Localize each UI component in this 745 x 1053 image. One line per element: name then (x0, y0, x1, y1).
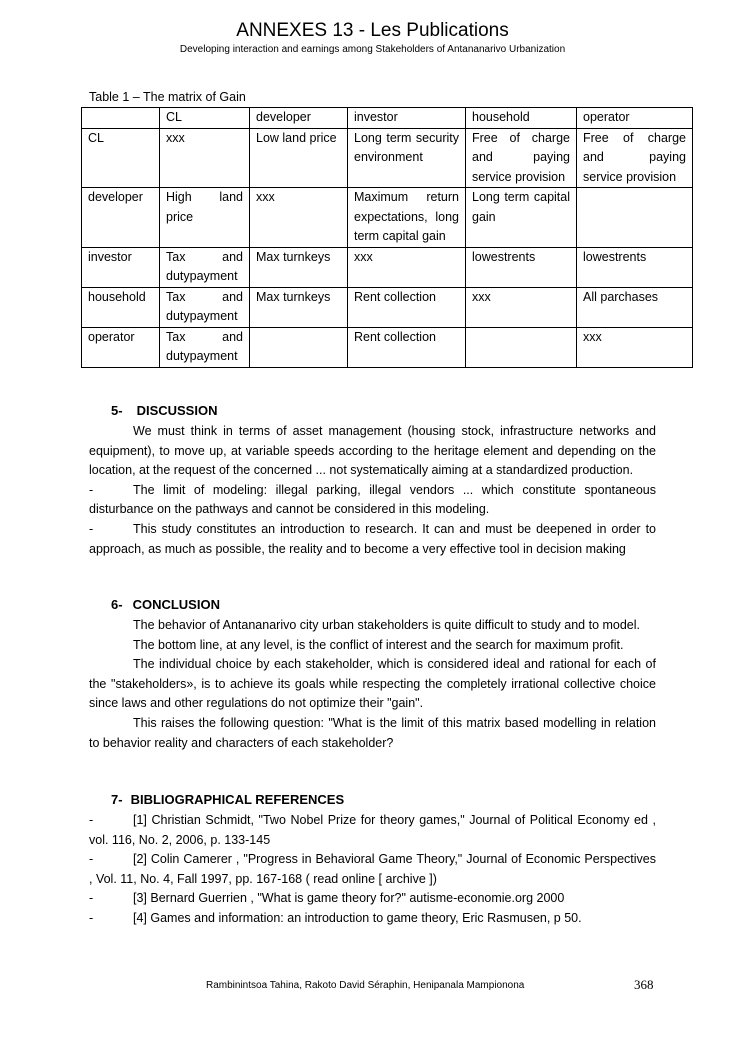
table-cell: Free of charge and paying service provision (577, 128, 693, 188)
table-cell: Low land price (250, 128, 348, 188)
table-cell (577, 188, 693, 248)
references-list (89, 811, 656, 929)
bullet-dash: - (89, 852, 94, 867)
bullet-dash: - (89, 910, 94, 925)
table-header-cell (82, 108, 160, 129)
reference-text: [2] Colin Camerer , "Progress in Behavioral Game Theory," Journal of Economic Perspectives , Vol. 11, No. 4, Fall 1997, pp. 167-168 ( read online [ archive ]) (89, 852, 656, 886)
table-cell: Rent collection (348, 327, 466, 367)
reference-item (89, 850, 656, 889)
table-cell: xxx (577, 327, 693, 367)
table-cell: xxx (348, 247, 466, 287)
bullet-dash: - (89, 482, 94, 497)
table-cell: Tax and dutypayment (160, 327, 250, 367)
table-row (82, 247, 693, 287)
table-cell (250, 327, 348, 367)
page-title: ANNEXES 13 - Les Publications (236, 20, 509, 41)
reference-item (89, 889, 656, 909)
table-cell: Tax and dutypayment (160, 287, 250, 327)
table-header-row (82, 108, 693, 129)
section-heading-references (111, 792, 344, 807)
gain-matrix-table (81, 107, 693, 368)
table-cell: household (82, 287, 160, 327)
table-header-cell: household (466, 108, 577, 129)
section-number: 7- (111, 792, 123, 807)
reference-text: [4] Games and information: an introduction to game theory, Eric Rasmusen, p 50. (133, 910, 582, 925)
table-cell: xxx (466, 287, 577, 327)
table-header-cell: investor (348, 108, 466, 129)
section-title: DISCUSSION (136, 403, 218, 418)
table-cell: xxx (250, 188, 348, 248)
table-cell: Free of charge and paying service provision (466, 128, 577, 188)
table-caption: Table 1 – The matrix of Gain (89, 90, 246, 104)
paragraph: We must think in terms of asset management (housing stock, infrastructure networks and equipment), to move up, at variable speeds according to the heritage element and depending on the location, at the request of the concerned ... not systematically aiming at a standardized production. (89, 424, 656, 478)
table-cell (466, 327, 577, 367)
table-cell: lowestrents (577, 247, 693, 287)
reference-text: [3] Bernard Guerrien , "What is game theory for?" autisme-economie.org 2000 (133, 891, 565, 906)
table-cell: investor (82, 247, 160, 287)
page-subtitle: Developing interaction and earnings among Stakeholders of Antananarivo Urbanization (179, 44, 566, 55)
reference-text: [1] Christian Schmidt, "Two Nobel Prize for theory games," Journal of Political Economy ed , vol. 116, No. 2, 2006, p. 133-145 (89, 813, 656, 847)
footer-authors: Rambinintsoa Tahina, Rakoto David Séraphin, Henipanala Mampionona (206, 980, 525, 991)
paragraph: This raises the following question: "What is the limit of this matrix based modelling in relation to behavior reality and characters of each stakeholder? (89, 715, 656, 750)
page-number: 368 (634, 977, 654, 992)
table-header-cell: developer (250, 108, 348, 129)
table-cell: operator (82, 327, 160, 367)
table-cell: Tax and dutypayment (160, 247, 250, 287)
bullet-text: This study constitutes an introduction to research. It can and must be deepened in order to approach, as much as possible, the reality and to become a very effective tool in decision making (89, 521, 656, 556)
table-cell: All parchases (577, 287, 693, 327)
table-cell: Long term capital gain (466, 188, 577, 248)
table-header-cell: operator (577, 108, 693, 129)
table-cell: Max turnkeys (250, 247, 348, 287)
reference-item (89, 811, 656, 850)
table-cell: Max turnkeys (250, 287, 348, 327)
paragraph: The behavior of Antananarivo city urban stakeholders is quite difficult to study and to model. (133, 618, 641, 632)
reference-item (89, 909, 656, 929)
bullet-dash: - (89, 891, 94, 906)
paragraph: The individual choice by each stakeholder, which is considered ideal and rational for each of the "stakeholders», is to achieve its goals while respecting the completely irrational collective choice since laws and other regulations do not optimize their "gain". (89, 657, 656, 711)
bullet-text: The limit of modeling: illegal parking, illegal vendors ... which constitute spontaneous disturbance on the pathways and cannot be considered in this modeling. (89, 482, 656, 517)
section-number: 6- (111, 597, 123, 612)
section-heading-conclusion (111, 597, 220, 612)
section-number: 5- (111, 403, 123, 418)
bullet-dash: - (89, 813, 94, 827)
table-cell: High land price (160, 188, 250, 248)
table-cell: CL (82, 128, 160, 188)
table-cell: Maximum return expectations, long term capital gain (348, 188, 466, 248)
table-cell: xxx (160, 128, 250, 188)
table-row (82, 327, 693, 367)
conclusion-body (89, 616, 656, 753)
table-row (82, 188, 693, 248)
bullet-item (89, 520, 656, 559)
section-title: CONCLUSION (132, 597, 220, 612)
section-title: BIBLIOGRAPHICAL REFERENCES (130, 792, 345, 807)
table-cell: Long term security environment (348, 128, 466, 188)
table-header-cell: CL (160, 108, 250, 129)
table-cell: developer (82, 188, 160, 248)
table-cell: Rent collection (348, 287, 466, 327)
table-row (82, 128, 693, 188)
table-row (82, 287, 693, 327)
bullet-item (89, 481, 656, 520)
table-cell: lowestrents (466, 247, 577, 287)
bullet-dash: - (89, 521, 94, 536)
section-heading-discussion (111, 403, 217, 418)
discussion-body (89, 422, 656, 559)
paragraph: The bottom line, at any level, is the conflict of interest and the search for maximum profit. (133, 637, 624, 652)
